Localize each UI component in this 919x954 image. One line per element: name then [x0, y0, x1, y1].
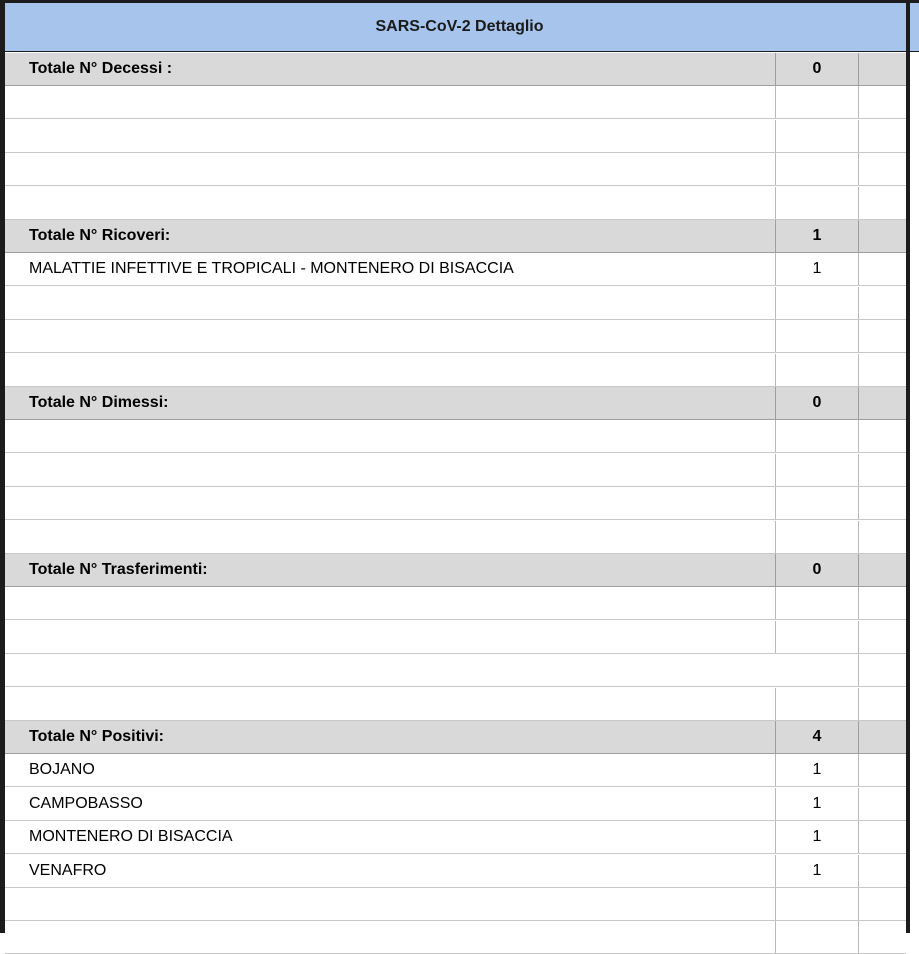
- row-value: 1: [775, 754, 859, 786]
- empty-cell: [859, 220, 906, 252]
- section-total: 0: [775, 387, 859, 419]
- empty-cell: [859, 420, 906, 452]
- section-label: Totale N° Dimessi:: [29, 394, 169, 411]
- empty-cell: [859, 754, 906, 786]
- table-row: [5, 587, 906, 620]
- row-value: [775, 86, 859, 118]
- table-row: [5, 86, 906, 119]
- empty-cell: [859, 120, 906, 152]
- empty-cell: [859, 454, 906, 486]
- empty-cell: [859, 587, 906, 619]
- empty-cell: [859, 855, 906, 887]
- row-value: 1: [775, 253, 859, 285]
- section-header-row: [5, 721, 906, 754]
- empty-cell: [859, 187, 906, 219]
- table-row: [5, 521, 906, 554]
- row-label: CAMPOBASSO: [29, 795, 143, 812]
- row-value: [775, 688, 859, 720]
- row-value: [775, 120, 859, 152]
- row-value: [775, 354, 859, 386]
- row-label: [5, 287, 775, 319]
- row-label: [5, 521, 775, 553]
- table-row: [5, 120, 906, 153]
- table-row: [5, 487, 906, 520]
- row-value: [775, 420, 859, 452]
- section-label: Totale N° Trasferimenti:: [29, 561, 208, 578]
- row-value: 1: [775, 855, 859, 887]
- table-row: [5, 153, 906, 186]
- empty-cell: [859, 921, 906, 953]
- row-value: [775, 487, 859, 519]
- section-total: 4: [775, 721, 859, 753]
- empty-cell: [859, 86, 906, 118]
- table-row: [5, 621, 906, 654]
- table-row: [5, 654, 906, 687]
- row-value: [775, 521, 859, 553]
- table-row: [5, 187, 906, 220]
- row-label: BOJANO: [29, 761, 95, 778]
- row-label: [5, 688, 775, 720]
- row-value: [775, 921, 859, 953]
- table-row: [5, 320, 906, 353]
- table-row: [5, 754, 906, 787]
- table-row: [5, 454, 906, 487]
- section-label: Totale N° Decessi :: [29, 60, 173, 77]
- table-row: [5, 888, 906, 921]
- empty-cell: [859, 320, 906, 352]
- row-value: [775, 287, 859, 319]
- row-label: [5, 153, 775, 185]
- sheet-title: SARS-CoV-2 Dettaglio: [375, 18, 544, 35]
- row-label: MONTENERO DI BISACCIA: [29, 828, 233, 845]
- empty-cell: [859, 654, 906, 686]
- row-value: [775, 888, 859, 920]
- table-row: [5, 855, 906, 888]
- row-value: [775, 621, 859, 653]
- row-label: [5, 654, 775, 686]
- empty-cell: [859, 888, 906, 920]
- section-total: 0: [775, 554, 859, 586]
- empty-cell: [859, 53, 906, 85]
- section-header-row: [5, 53, 906, 86]
- row-label: [5, 86, 775, 118]
- empty-cell: [859, 153, 906, 185]
- section-header-row: [5, 220, 906, 253]
- section-label: Totale N° Ricoveri:: [29, 227, 171, 244]
- empty-cell: [859, 354, 906, 386]
- row-value: 1: [775, 821, 859, 853]
- empty-cell: [859, 688, 906, 720]
- table-row: [5, 420, 906, 453]
- row-value: [775, 654, 859, 686]
- row-label: [5, 621, 775, 653]
- row-label: [5, 454, 775, 486]
- right-border: [906, 0, 910, 933]
- section-label: Totale N° Positivi:: [29, 728, 165, 745]
- section-total: 0: [775, 53, 859, 85]
- row-label: [5, 354, 775, 386]
- row-label: [5, 420, 775, 452]
- row-label: [5, 187, 775, 219]
- row-label: VENAFRO: [29, 862, 107, 879]
- section-total: 1: [775, 220, 859, 252]
- section-header-row: [5, 554, 906, 587]
- table-row: [5, 788, 906, 821]
- empty-cell: [859, 621, 906, 653]
- empty-cell: [859, 554, 906, 586]
- row-value: [775, 187, 859, 219]
- table-row: [5, 354, 906, 387]
- section-header-row: [5, 387, 906, 420]
- row-label: [5, 320, 775, 352]
- row-value: [775, 587, 859, 619]
- row-value: [775, 153, 859, 185]
- row-label: [5, 921, 775, 953]
- row-label: [5, 487, 775, 519]
- table-row: [5, 287, 906, 320]
- row-label: [5, 888, 775, 920]
- row-label: [5, 587, 775, 619]
- empty-cell: [859, 821, 906, 853]
- table-row: [5, 688, 906, 721]
- empty-cell: [859, 721, 906, 753]
- row-value: [775, 320, 859, 352]
- row-value: [775, 454, 859, 486]
- row-label: [5, 120, 775, 152]
- row-label: MALATTIE INFETTIVE E TROPICALI - MONTENERO DI BISACCIA: [29, 260, 514, 277]
- table-row: [5, 921, 906, 954]
- empty-cell: [859, 521, 906, 553]
- empty-cell: [859, 253, 906, 285]
- empty-cell: [859, 788, 906, 820]
- empty-cell: [859, 287, 906, 319]
- empty-cell: [859, 387, 906, 419]
- empty-cell: [859, 487, 906, 519]
- table-row: [5, 253, 906, 286]
- left-border: [0, 0, 5, 933]
- row-value: 1: [775, 788, 859, 820]
- table-row: [5, 821, 906, 854]
- title-bar: [0, 0, 919, 52]
